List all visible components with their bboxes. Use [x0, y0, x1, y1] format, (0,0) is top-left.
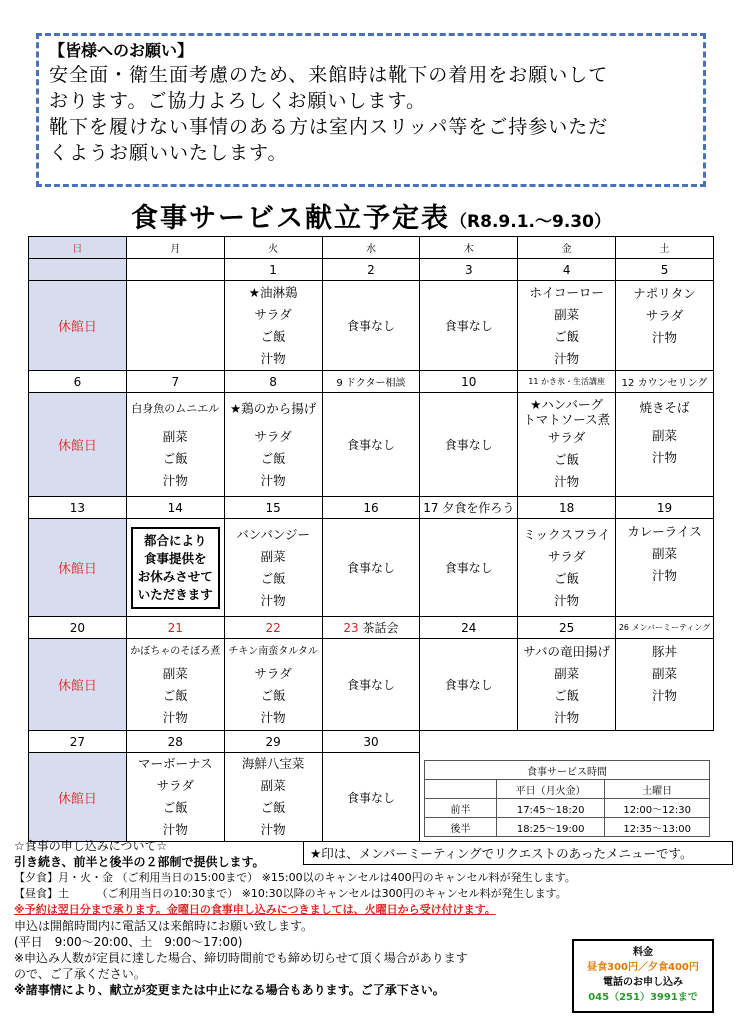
date-cell: 28 — [126, 731, 224, 753]
menu-item: 副菜 — [162, 428, 188, 444]
fee-box — [572, 939, 714, 1013]
menu-item: かぼちゃのそぼろ煮 — [130, 645, 221, 657]
weekday-tue: 火 — [224, 237, 322, 259]
menu-cell — [126, 393, 224, 497]
date-cell: 15 — [224, 497, 322, 519]
suspended-line: お休みさせて — [137, 568, 213, 584]
notice-line: 安全面・衛生面考慮のため、来館時は靴下の着用をお願いして — [49, 64, 609, 86]
note-line: ☆食事の申し込みについて☆ — [14, 839, 168, 853]
menu-item: 副菜 — [554, 306, 580, 322]
date-cell: 13 — [29, 497, 127, 519]
menu-item: 汁物 — [652, 450, 678, 465]
menu-item: サラダ — [254, 665, 292, 681]
date-cell-holiday: 22 — [224, 617, 322, 639]
menu-item: ご飯 — [554, 451, 580, 467]
menu-cell — [616, 393, 714, 497]
note-line: ので、ご了承ください。 — [14, 967, 146, 981]
menu-cell — [126, 639, 224, 731]
service-time-blank — [425, 780, 497, 799]
menu-item: ご飯 — [554, 328, 580, 344]
note-line: ※諸事情により、献立が変更または中止になる場合もあります。ご了承下さい。 — [14, 983, 445, 997]
service-time-cell: 18:25～19:00 — [497, 818, 605, 837]
date-cell-holiday: 21 — [126, 617, 224, 639]
weekday-fri: 金 — [518, 237, 616, 259]
date-cell: 12 カウンセリング — [616, 371, 714, 393]
note-line: 【夕食】月・火・金 （ご利用当日の15:00まで） ※15:00以のキャンセルは400円のキャンセル料が発生します。 — [14, 871, 576, 884]
date-cell — [29, 259, 127, 281]
date-event: 茶話会 — [362, 621, 399, 635]
menu-item: ホイコーロー — [529, 284, 604, 300]
menu-cell — [616, 639, 714, 731]
menu-cell — [224, 753, 322, 842]
menu-item: 豚丼 — [652, 644, 678, 659]
no-meal-cell: 食事なし — [322, 393, 420, 497]
menu-item: 汁物 — [260, 472, 286, 488]
notice-box — [36, 33, 706, 187]
menu-item: 汁物 — [652, 688, 678, 703]
fee-title: 料金 — [633, 947, 653, 958]
menu-item: マーボーナス — [138, 756, 213, 771]
menu-item: サラダ — [254, 306, 292, 322]
menu-item: ご飯 — [260, 450, 286, 466]
menu-cell — [616, 519, 714, 617]
date-cell: 4 — [518, 259, 616, 281]
menu-item: 副菜 — [652, 546, 678, 561]
date-cell-empty — [616, 731, 714, 753]
menu-item: 副菜 — [554, 665, 580, 681]
menu-item: ご飯 — [162, 687, 188, 703]
fee-phone: 045（251）3991まで — [588, 992, 698, 1003]
notice-heading: 【皆様へのお願い】 — [49, 41, 194, 60]
service-time-title: 食事サービス時間 — [425, 761, 710, 780]
menu-item: サラダ — [254, 428, 292, 444]
date-cell: 16 — [322, 497, 420, 519]
fee-price: 昼食300円／夕食400円 — [587, 962, 699, 973]
service-time-col-saturday: 土曜日 — [605, 780, 710, 799]
menu-item: サラダ — [547, 548, 586, 564]
menu-item: 汁物 — [554, 350, 580, 366]
menu-cell — [126, 753, 224, 842]
menu-item: 海鮮八宝菜 — [241, 756, 305, 771]
menu-cell — [518, 281, 616, 371]
weekday-thu: 木 — [420, 237, 518, 259]
closed-cell: 休館日 — [29, 753, 127, 842]
menu-item: 副菜 — [652, 428, 678, 443]
menu-cell — [224, 519, 322, 617]
date-cell: 10 — [420, 371, 518, 393]
menu-item: ★鶏のから揚げ — [230, 400, 317, 416]
note-line-warning: ※予約は翌日分まで承ります。金曜日の食事申し込みにつきましては、火曜日から受け付けます。 — [14, 903, 496, 916]
menu-item: ご飯 — [554, 570, 580, 586]
date-cell — [126, 259, 224, 281]
date-cell — [322, 617, 420, 639]
date-cell: 30 — [322, 731, 420, 753]
note-line: (平日 9:00～20:00、土 9:00～17:00) — [14, 935, 243, 949]
suspended-notice — [131, 527, 220, 609]
note-line: 申込は開館時間内に電話又は来館時にお願い致します。 — [14, 919, 314, 933]
note-line: 引き続き、前半と後半の２部制で提供します。 — [14, 855, 265, 869]
menu-item: 副菜 — [652, 666, 678, 681]
date-cell: 9 ドクター相談 — [322, 371, 420, 393]
no-meal-cell: 食事なし — [420, 281, 518, 371]
date-cell: 20 — [29, 617, 127, 639]
menu-item: ミックスフライ — [523, 526, 611, 542]
no-meal-cell: 食事なし — [322, 639, 420, 731]
menu-item: 汁物 — [652, 568, 678, 583]
menu-item: 汁物 — [554, 592, 580, 608]
service-time-col-weekday: 平日（月火金） — [497, 780, 605, 799]
menu-item: ご飯 — [260, 687, 286, 703]
menu-item: カレーライス — [627, 524, 702, 539]
page-title — [0, 196, 742, 235]
menu-item: ★ハンバーグ — [530, 396, 604, 412]
menu-item: ご飯 — [162, 800, 188, 815]
menu-item: 副菜 — [260, 778, 286, 793]
date-cell: 27 — [29, 731, 127, 753]
service-time-cell: 12:00～12:30 — [605, 799, 710, 818]
note-line: ※申込み人数が定員に達した場合、締切時間前でも締め切らせて頂く場合があります — [14, 951, 468, 965]
closed-cell: 休館日 — [29, 393, 127, 497]
menu-item: ご飯 — [260, 800, 286, 815]
menu-item: 副菜 — [260, 548, 286, 564]
title-sub: （R8.9.1.～9.30） — [450, 212, 611, 232]
menu-item: 焼きそば — [639, 400, 690, 415]
date-cell: 25 — [518, 617, 616, 639]
date-cell: 1 — [224, 259, 322, 281]
date-cell: 7 — [126, 371, 224, 393]
service-time-cell: 12:35～13:00 — [605, 818, 710, 837]
suspended-line: 都合により — [144, 532, 207, 548]
menu-item: トマトソース煮 — [523, 411, 611, 427]
menu-cell — [616, 281, 714, 371]
note-line: 【昼食】土 （ご利用当日の10:30まで） ※10:30以降のキャンセルは300円のキャンセル料が発生します。 — [14, 887, 567, 900]
date-cell: 11 かき氷・生活講座 — [518, 371, 616, 393]
menu-item: サラダ — [547, 429, 586, 445]
menu-cell — [518, 393, 616, 497]
notice-line: 靴下を履けない事情のある方は室内スリッパ等をご持参いただ — [49, 116, 609, 138]
date-cell: 8 — [224, 371, 322, 393]
date-cell: 26 メンバーミーティング — [616, 617, 714, 639]
menu-cell — [518, 639, 616, 731]
menu-item: ご飯 — [162, 450, 188, 466]
menu-item: 汁物 — [162, 822, 188, 837]
menu-item: サラダ — [645, 308, 684, 323]
service-time-cell: 前半 — [425, 799, 497, 818]
weekday-sat: 土 — [616, 237, 714, 259]
menu-item: 汁物 — [162, 472, 188, 488]
date-cell-empty — [518, 731, 616, 753]
notice-line: おります。ご協力よろしくお願いします。 — [49, 90, 426, 112]
no-meal-cell: 食事なし — [322, 281, 420, 371]
menu-item: 汁物 — [554, 473, 580, 489]
menu-item: 汁物 — [260, 709, 286, 725]
date-cell: 19 — [616, 497, 714, 519]
menu-item: 汁物 — [554, 709, 580, 725]
menu-item: サバの竜田揚げ — [523, 643, 611, 659]
notice-line: くようお願いいたします。 — [49, 142, 288, 164]
star-note: ★印は、メンバーミーティングでリクエストのあったメニューです。 — [303, 841, 733, 865]
service-time-cell: 17:45～18:20 — [497, 799, 605, 818]
suspended-line: いただきます — [137, 586, 213, 602]
menu-item: 汁物 — [260, 350, 286, 366]
closed-cell: 休館日 — [29, 639, 127, 731]
menu-cell — [224, 639, 322, 731]
fee-phone-label: 電話のお申し込み — [603, 977, 683, 988]
menu-item: ご飯 — [554, 687, 580, 703]
title-main: 食事サービス献立予定表 — [131, 203, 451, 234]
meal-suspended-cell — [126, 519, 224, 617]
weekday-mon: 月 — [126, 237, 224, 259]
closed-cell: 休館日 — [29, 519, 127, 617]
date-cell: 17 夕食を作ろう — [420, 497, 518, 519]
no-meal-cell: 食事なし — [420, 393, 518, 497]
no-meal-cell: 食事なし — [420, 519, 518, 617]
date-cell: 14 — [126, 497, 224, 519]
service-time-cell: 後半 — [425, 818, 497, 837]
menu-cell — [224, 281, 322, 371]
suspended-line: 食事提供を — [144, 550, 207, 566]
menu-item: ナポリタン — [633, 286, 696, 301]
date-cell: 5 — [616, 259, 714, 281]
date-holiday: 23 — [343, 621, 359, 635]
menu-table — [28, 236, 714, 842]
no-meal-cell: 食事なし — [420, 639, 518, 731]
no-meal-cell: 食事なし — [322, 753, 420, 842]
menu-cell — [518, 519, 616, 617]
menu-item: 汁物 — [162, 709, 188, 725]
weekday-wed: 水 — [322, 237, 420, 259]
menu-item: ご飯 — [260, 570, 286, 586]
menu-item: 白身魚のムニエル — [131, 401, 220, 415]
date-cell: 24 — [420, 617, 518, 639]
date-cell: 2 — [322, 259, 420, 281]
menu-item: サラダ — [156, 778, 194, 793]
menu-item: チキン南蛮タルタル — [228, 645, 318, 657]
service-time-table — [424, 760, 710, 837]
date-cell-empty — [420, 731, 518, 753]
menu-item: 副菜 — [162, 665, 188, 681]
menu-cell-empty — [126, 281, 224, 371]
date-cell: 29 — [224, 731, 322, 753]
menu-item: ★油淋鶏 — [248, 284, 298, 300]
menu-item: バンバンジー — [236, 526, 311, 542]
date-cell: 6 — [29, 371, 127, 393]
no-meal-cell: 食事なし — [322, 519, 420, 617]
menu-item: 汁物 — [260, 822, 286, 837]
weekday-sun: 日 — [29, 237, 127, 259]
closed-cell: 休館日 — [29, 281, 127, 371]
menu-item: 汁物 — [652, 330, 678, 345]
menu-item: 汁物 — [260, 592, 286, 608]
date-cell: 18 — [518, 497, 616, 519]
menu-item: ご飯 — [260, 328, 286, 344]
date-cell: 3 — [420, 259, 518, 281]
menu-cell — [224, 393, 322, 497]
